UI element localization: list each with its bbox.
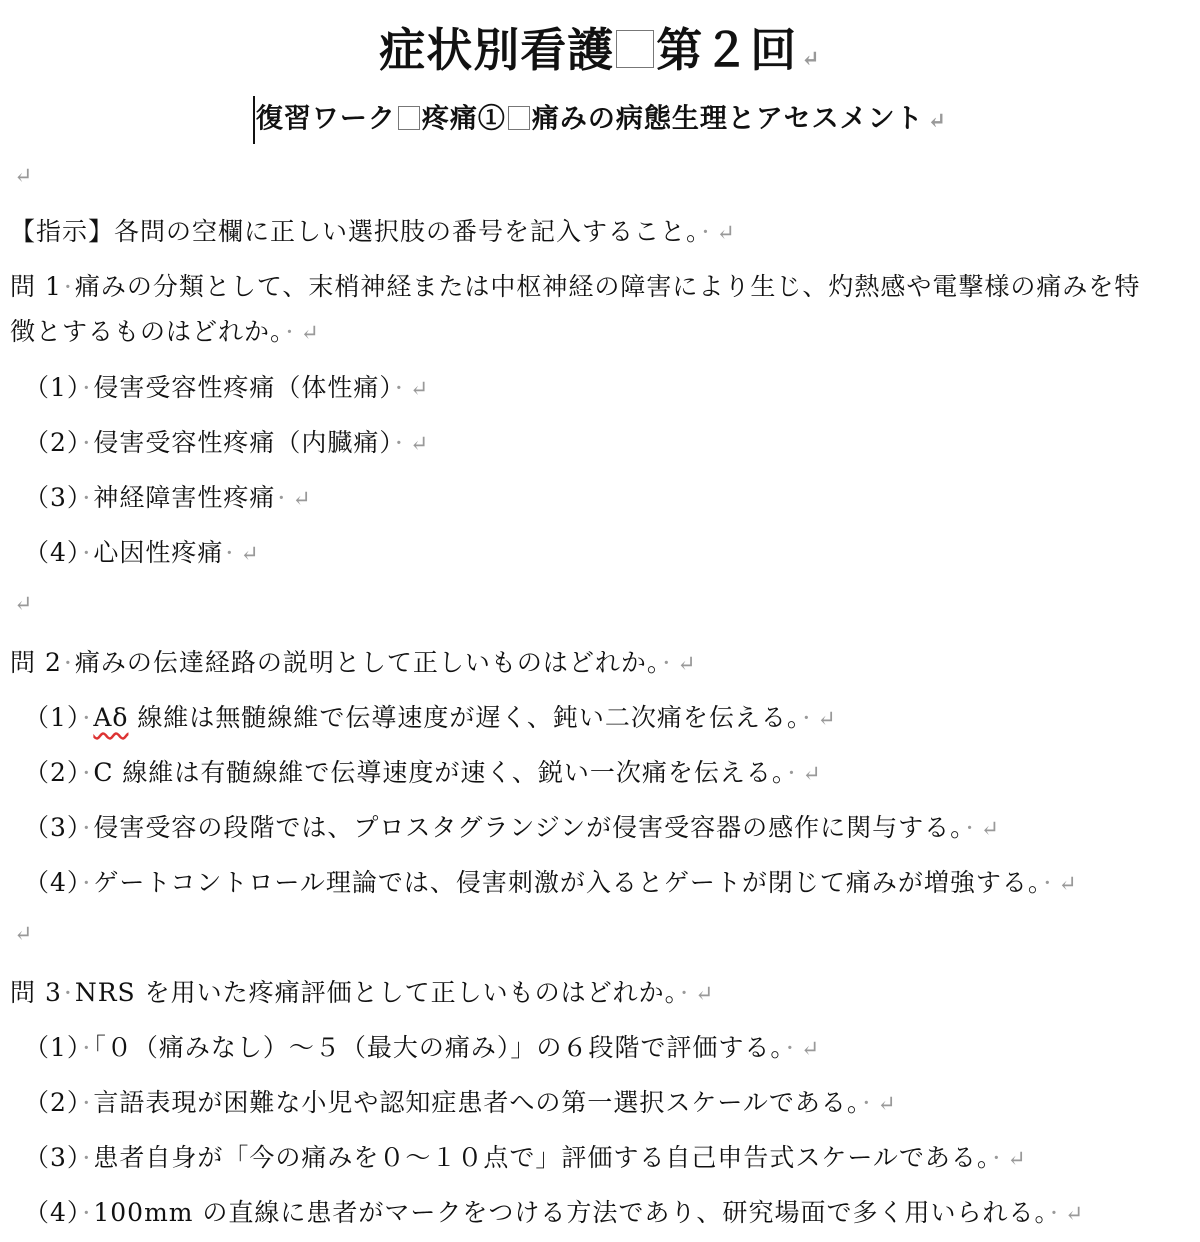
paragraph-mark-icon: ↵ [817,707,837,732]
option-text: 言語表現が困難な小児や認知症患者への第一選択スケールである。 [93,1088,861,1117]
option-text: 心因性疼痛 [93,538,224,567]
option-text: ゲートコントロール理論では、侵害刺激が入るとゲートが閉じて痛みが増強する。 [93,868,1042,897]
paragraph-mark-icon: ↵ [292,487,312,512]
paragraph-mark-icon: ↵ [980,817,1001,842]
option-q1-3: （3）·神経障害性疼痛· ↵ [24,483,312,512]
subtitle-b: 疼痛① [421,103,506,135]
option-text: 線維は無髄線維で伝導速度が遅く、鈍い二次痛を伝える。 [128,703,801,732]
option-q3-4: （4）·100mm の直線に患者がマークをつける方法であり、研究場面で多く用いられる。· ↵ [24,1198,1085,1227]
paragraph-mark-icon: ↵ [927,107,948,134]
question-2: 問 2·痛みの伝達経路の説明として正しいものはどれか。· ↵ [10,648,697,677]
question-text: 痛みの分類として、末梢神経または中枢神経の障害により生じ、灼熱感や電撃様の痛みを特 [74,272,1141,301]
paragraph-mark-icon: ↵ [1058,872,1078,897]
option-number: （3） [24,813,81,842]
option-text: C 線維は有髄線維で伝導速度が速く、鋭い一次痛を伝える。 [93,758,786,787]
paragraph-mark-icon: ↵ [1064,1202,1085,1227]
option-text: 100mm の直線に患者がマークをつける方法であり、研究場面で多く用いられる。 [93,1198,1048,1227]
option-q3-2: （2）·言語表現が困難な小児や認知症患者への第一選択スケールである。· ↵ [24,1088,897,1117]
option-q2-4: （4）·ゲートコントロール理論では、侵害刺激が入るとゲートが閉じて痛みが増強する。· ↵ [24,868,1078,897]
option-q2-3: （3）·侵害受容の段階では、プロスタグランジンが侵害受容器の感作に関与する。· ↵ [24,813,1001,842]
instruction-text: 【指示】各問の空欄に正しい選択肢の番号を記入すること。 [10,217,700,246]
empty-paragraph [10,160,33,189]
option-q3-3: （3）·患者自身が「今の痛みを０～１０点で」評価する自己申告式スケールである。· ↵ [24,1143,1027,1172]
paragraph-mark-icon: ↵ [716,221,736,246]
option-q1-4: （4）·心因性疼痛· ↵ [24,538,260,567]
paragraph-mark-icon: ↵ [409,432,430,457]
title-text: 症状別看護 [379,23,615,77]
question-text: NRS を用いた疼痛評価として正しいものはどれか。 [74,978,679,1007]
option-text: 侵害受容の段階では、プロスタグランジンが侵害受容器の感作に関与する。 [93,813,964,842]
option-text: 侵害受容性疼痛（内臓痛） [93,428,393,457]
option-number: （4） [24,538,81,567]
paragraph-mark-icon: ↵ [240,542,260,567]
document-subtitle [0,96,1200,144]
option-q1-2: （2）·侵害受容性疼痛（内臓痛）· ↵ [24,428,430,457]
instruction-paragraph: 【指示】各問の空欄に正しい選択肢の番号を記入すること。· ↵ [10,217,736,246]
text-cursor [253,96,255,144]
option-number: （1） [24,373,81,402]
option-number: （2） [24,428,81,457]
option-number: （1） [24,703,81,732]
question-text: 徴とするものはどれか。 [10,317,284,346]
option-number: （4） [24,868,81,897]
missing-glyph-box [508,106,530,130]
option-number: （4） [24,1198,81,1227]
subtitle-a: 復習ワーク [255,103,396,135]
missing-glyph-box [616,30,654,68]
paragraph-mark-icon: ↵ [695,982,715,1007]
paragraph-mark-icon: ↵ [14,922,34,947]
option-number: （2） [24,1088,81,1117]
option-text: 神経障害性疼痛 [93,483,276,512]
option-number: （2） [24,758,81,787]
option-q2-1: （1）·Aδ 線維は無髄線維で伝導速度が遅く、鈍い二次痛を伝える。· ↵ [24,703,837,732]
option-q3-1: （1）·「０（痛みなし）～５（最大の痛み）」の６段階で評価する。· ↵ [24,1033,821,1062]
question-label: 問 1 [10,272,62,301]
option-q2-2: （2）·C 線維は有髄線維で伝導速度が速く、鋭い一次痛を伝える。· ↵ [24,758,822,787]
paragraph-mark-icon: ↵ [877,1092,897,1117]
question-label: 問 3 [10,978,62,1007]
paragraph-mark-icon: ↵ [1007,1147,1027,1172]
subtitle-c: 痛みの病態生理とアセスメント [531,103,924,135]
option-text: 患者自身が「今の痛みを０～１０点で」評価する自己申告式スケールである。 [93,1143,991,1172]
paragraph-mark-icon: ↵ [677,652,697,677]
paragraph-mark-icon: ↵ [14,592,34,617]
option-number: （3） [24,483,81,512]
paragraph-mark-icon: ↵ [801,46,821,72]
question-1-cont: 徴とするものはどれか。· ↵ [10,317,320,346]
paragraph-mark-icon: ↵ [300,321,320,346]
paragraph-mark-icon: ↵ [800,1037,821,1062]
spellcheck-underlined-word[interactable]: Aδ [93,703,129,732]
paragraph-mark-icon: ↵ [14,164,34,189]
option-number: （1） [24,1033,81,1062]
question-1: 問 1·痛みの分類として、末梢神経または中枢神経の障害により生じ、灼熱感や電撃様の痛みを特 [10,272,1141,301]
paragraph-mark-icon: ↵ [802,762,822,787]
question-text: 痛みの伝達経路の説明として正しいものはどれか。 [74,648,661,677]
paragraph-mark-icon: ↵ [409,377,430,402]
option-number: （3） [24,1143,81,1172]
option-text: 侵害受容性疼痛（体性痛） [93,373,393,402]
empty-paragraph [10,588,33,617]
option-text: 「０（痛みなし）～５（最大の痛み）」の６段階で評価する。 [93,1033,784,1062]
question-label: 問 2 [10,648,62,677]
document-title [0,14,1200,80]
empty-paragraph [10,918,33,947]
question-3: 問 3·NRS を用いた疼痛評価として正しいものはどれか。· ↵ [10,978,715,1007]
option-q1-1: （1）·侵害受容性疼痛（体性痛）· ↵ [24,373,430,402]
missing-glyph-box [398,106,420,130]
title-part2: 第２回 [656,23,798,77]
